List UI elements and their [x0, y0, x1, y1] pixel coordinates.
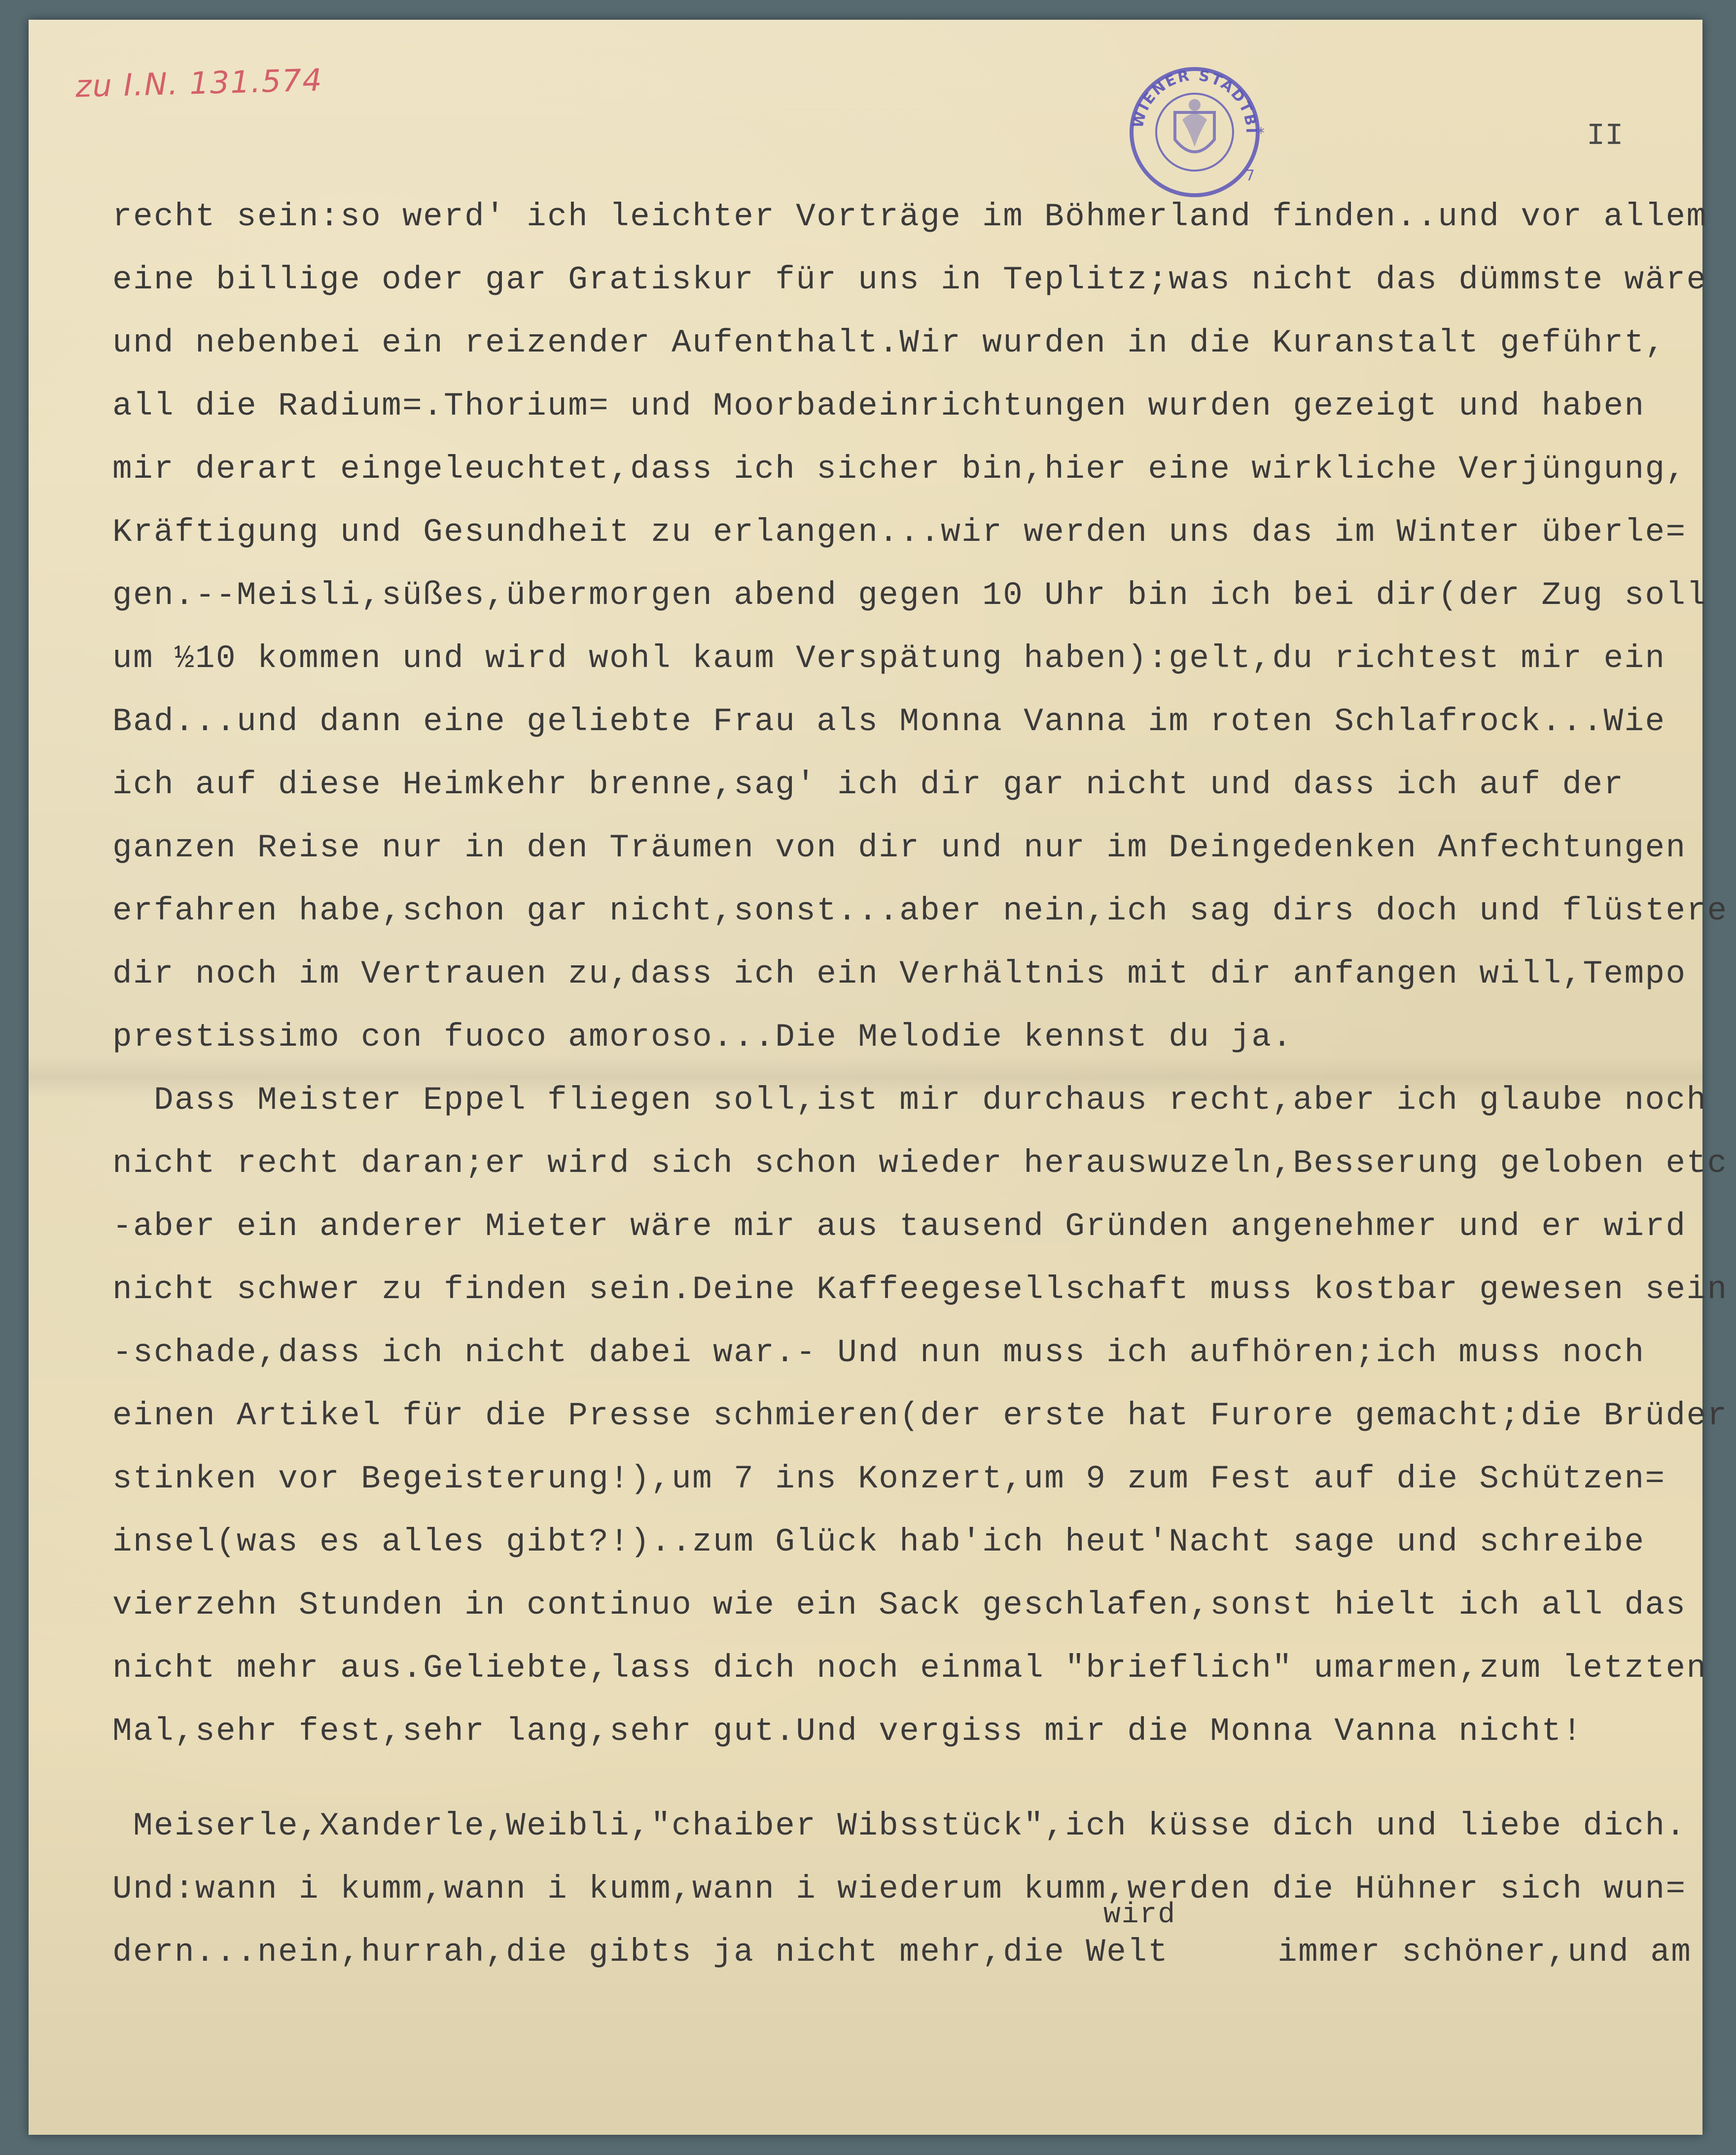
text-line: recht sein:so werd' ich leichter Vorträge im Böhmerland finden..und vor allem	[112, 198, 1707, 235]
text-line: um ½10 kommen und wird wohl kaum Verspätung haben):gelt,du richtest mir ein	[112, 640, 1666, 677]
text-line: insel(was es alles gibt?!)..zum Glück hab'ich heut'Nacht sage und schreibe	[112, 1523, 1645, 1560]
stamp-number: 7	[1245, 167, 1255, 184]
archive-reference-note: zu I.N. 131.574	[75, 62, 323, 105]
text-line: -schade,dass ich nicht dabei war.- Und nun muss ich aufhören;ich muss noch	[112, 1334, 1645, 1371]
text-line: ganzen Reise nur in den Träumen von dir und nur im Deingedenken Anfechtungen	[112, 829, 1687, 866]
text-line: dern...nein,hurrah,die gibts ja nicht mehr,die Welt immer schöner,und am	[112, 1934, 1692, 1971]
text-line: Meiserle,Xanderle,Weibli,"chaiber Wibsstück",ich küsse dich und liebe dich.	[112, 1807, 1687, 1844]
letter-page	[29, 20, 1728, 2135]
letter-body	[29, 20, 1728, 2135]
text-line: Mal,sehr fest,sehr lang,sehr gut.Und vergiss mir die Monna Vanna nicht!	[112, 1713, 1583, 1750]
text-line: eine billige oder gar Gratiskur für uns in Teplitz;was nicht das dümmste wäre	[112, 261, 1707, 298]
text-line: nicht schwer zu finden sein.Deine Kaffeegesellschaft muss kostbar gewesen sein	[112, 1271, 1728, 1308]
text-line: gen.--Meisli,süßes,übermorgen abend gegen 10 Uhr bin ich bei dir(der Zug soll	[112, 577, 1707, 614]
text-line: Bad...und dann eine geliebte Frau als Monna Vanna im roten Schlafrock...Wie	[112, 703, 1666, 740]
svg-text:*: *	[1257, 125, 1265, 142]
text-line: und nebenbei ein reizender Aufenthalt.Wir wurden in die Kuranstalt geführt,	[112, 324, 1666, 361]
page-number: II	[1587, 118, 1624, 153]
text-line: all die Radium=.Thorium= und Moorbadeinrichtungen wurden gezeigt und haben	[112, 388, 1645, 424]
text-line: mir derart eingeleuchtet,dass ich sicher bin,hier eine wirkliche Verjüngung,	[112, 451, 1687, 488]
text-line: stinken vor Begeisterung!),um 7 ins Konzert,um 9 zum Fest auf die Schützen=	[112, 1460, 1666, 1497]
text-line: nicht recht daran;er wird sich schon wieder herauswuzeln,Besserung geloben etc	[112, 1145, 1728, 1182]
text-line: Und:wann i kumm,wann i kumm,wann i wiederum kumm,werden die Hühner sich wun=	[112, 1871, 1687, 1908]
text-line: ich auf diese Heimkehr brenne,sag' ich dir gar nicht und dass ich auf der	[112, 766, 1625, 803]
stamp-text: WIENER STADTBI	[1129, 67, 1260, 135]
text-line: -aber ein anderer Mieter wäre mir aus tausend Gründen angenehmer und er wird	[112, 1208, 1687, 1245]
text-line: nicht mehr aus.Geliebte,lass dich noch einmal "brieflich" umarmen,zum letzten	[112, 1650, 1707, 1687]
text-line: Dass Meister Eppel fliegen soll,ist mir durchaus recht,aber ich glaube noch	[112, 1082, 1707, 1119]
text-line: einen Artikel für die Presse schmieren(der erste hat Furore gemacht;die Brüder	[112, 1397, 1728, 1434]
text-line: dir noch im Vertrauen zu,dass ich ein Verhältnis mit dir anfangen will,Tempo	[112, 955, 1687, 992]
text-line: Kräftigung und Gesundheit zu erlangen...wir werden uns das im Winter überle=	[112, 514, 1687, 551]
text-line: prestissimo con fuoco amoroso...Die Melodie kennst du ja.	[112, 1019, 1293, 1056]
text-line: erfahren habe,schon gar nicht,sonst...aber nein,ich sag dirs doch und flüstere	[112, 892, 1728, 929]
interlinear-correction: wird	[1103, 1899, 1176, 1931]
text-line: vierzehn Stunden in continuo wie ein Sack geschlafen,sonst hielt ich all das	[112, 1587, 1687, 1624]
